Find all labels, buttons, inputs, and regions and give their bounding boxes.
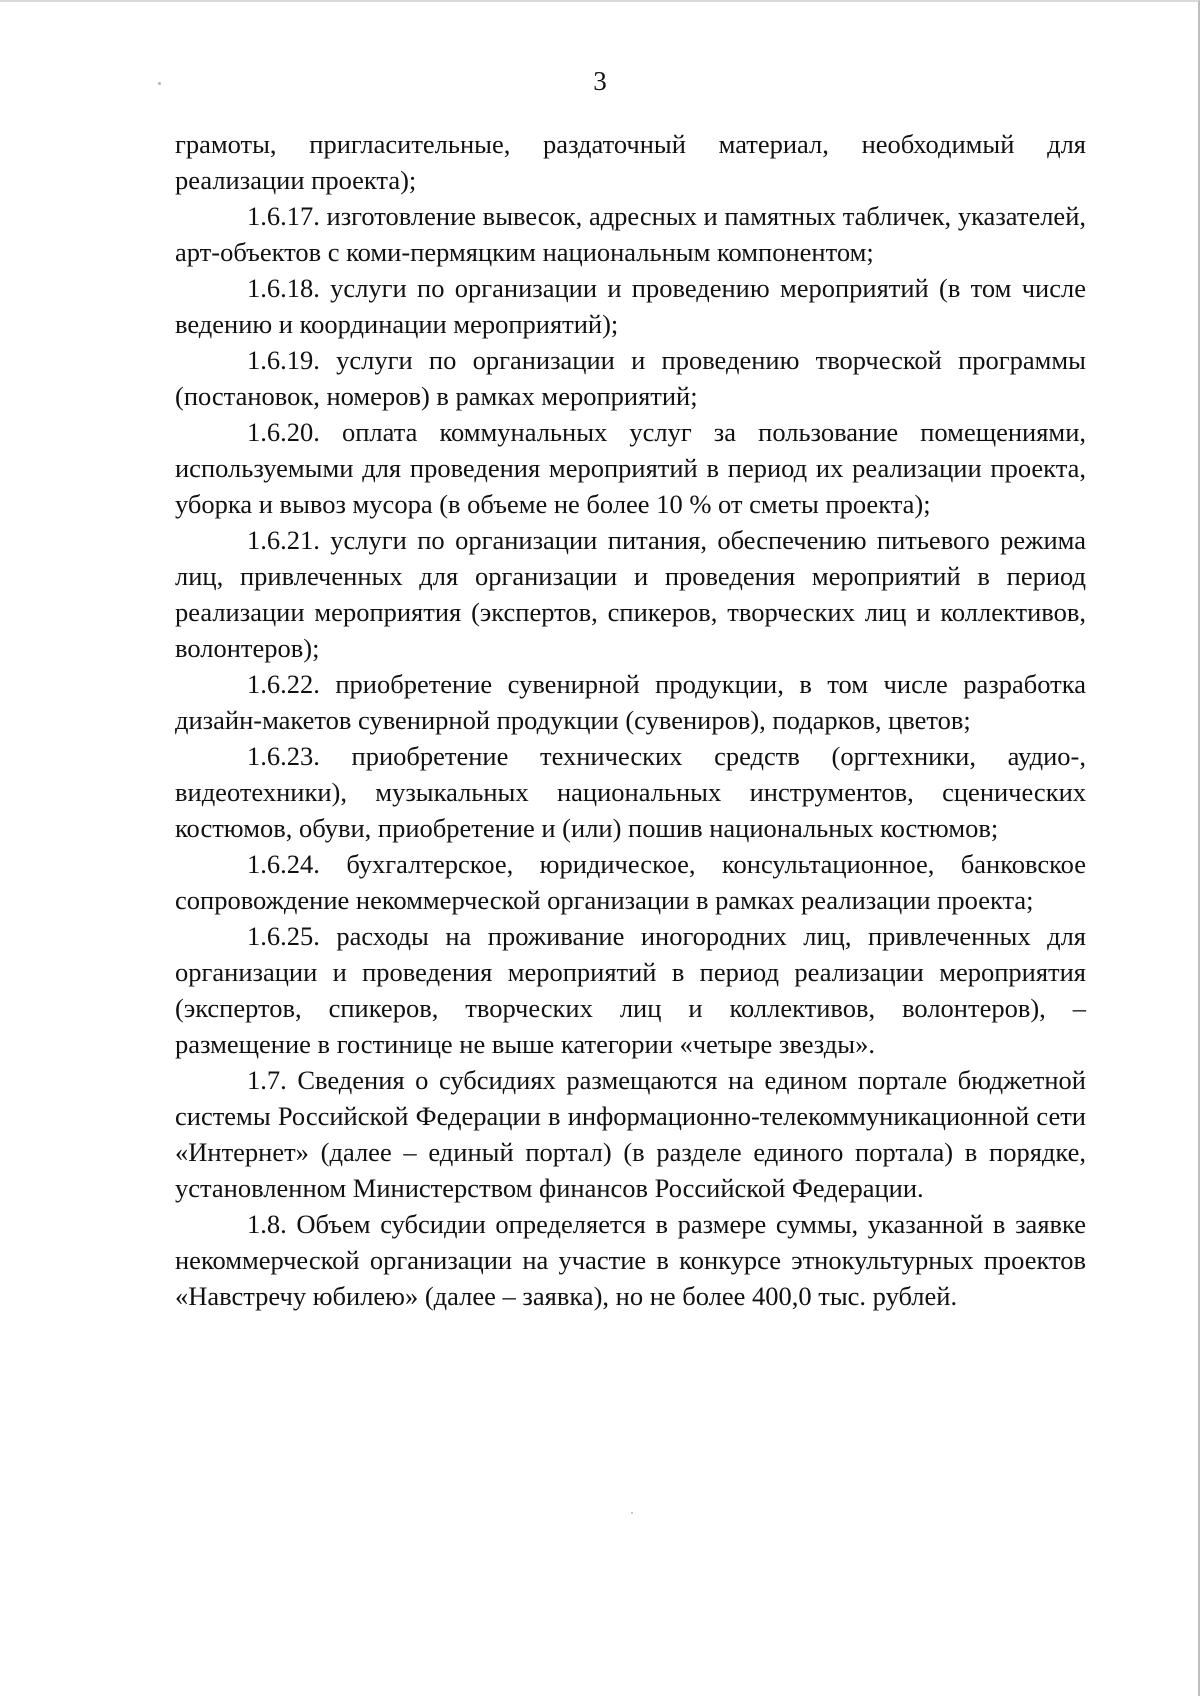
paragraph-1-7: 1.7. Сведения о субсидиях размещаются на едином портале бюджетной системы Российской Федерации в информационно-телекоммуникационной сети «Интернет» (далее – единый портал) (в разделе единого портала) в порядке, установленном Министерством финансов Российской Федерации. (175, 1065, 1086, 1203)
paragraph-1-6-18: 1.6.18. услуги по организации и проведению мероприятий (в том числе ведению и координации мероприятий); (175, 273, 1086, 339)
paragraph-continuation: грамоты, пригласительные, раздаточный материал, необходимый для реализации проекта); (175, 129, 1086, 195)
scan-speck (631, 1512, 633, 1514)
paragraph-1-6-20: 1.6.20. оплата коммунальных услуг за пользование помещениями, используемыми для проведения мероприятий в период их реализации проекта, уборка и вывоз мусора (в объеме не более 10 % от сметы проекта); (175, 417, 1086, 519)
paragraph-1-6-24: 1.6.24. бухгалтерское, юридическое, консультационное, банковское сопровождение некоммерческой организации в рамках реализации проекта; (175, 849, 1086, 915)
paragraph-1-6-23: 1.6.23. приобретение технических средств (оргтехники, аудио-, видеотехники), музыкальных национальных инструментов, сценических костюмов, обуви, приобретение и (или) пошив национальных костюмов; (175, 741, 1086, 843)
paragraph-1-6-25: 1.6.25. расходы на проживание иногородних лиц, привлеченных для организации и проведения мероприятий в период реализации мероприятия (экспертов, спикеров, творческих лиц и коллективов, волонтеров), – размещение в гостинице не выше категории «четыре звезды». (175, 921, 1086, 1059)
paragraph-1-6-17: 1.6.17. изготовление вывесок, адресных и памятных табличек, указателей, арт-объектов с коми-пермяцким национальным компонентом; (175, 201, 1086, 267)
document-body (175, 126, 1086, 1314)
scan-speck (158, 82, 161, 85)
paragraph-1-6-19: 1.6.19. услуги по организации и проведению творческой программы (постановок, номеров) в рамках мероприятий; (175, 345, 1086, 411)
paragraph-1-8: 1.8. Объем субсидии определяется в размере суммы, указанной в заявке некоммерческой организации на участие в конкурсе этнокультурных проектов «Навстречу юбилею» (далее – заявка), но не более 400,0 тыс. рублей. (175, 1209, 1086, 1311)
paragraph-1-6-21: 1.6.21. услуги по организации питания, обеспечению питьевого режима лиц, привлеченных для организации и проведения мероприятий в период реализации мероприятия (экспертов, спикеров, творческих лиц и коллективов, волонтеров); (175, 525, 1086, 663)
paragraph-1-6-22: 1.6.22. приобретение сувенирной продукции, в том числе разработка дизайн-макетов сувенирной продукции (сувениров), подарков, цветов; (175, 669, 1086, 735)
page-number: 3 (593, 66, 607, 96)
